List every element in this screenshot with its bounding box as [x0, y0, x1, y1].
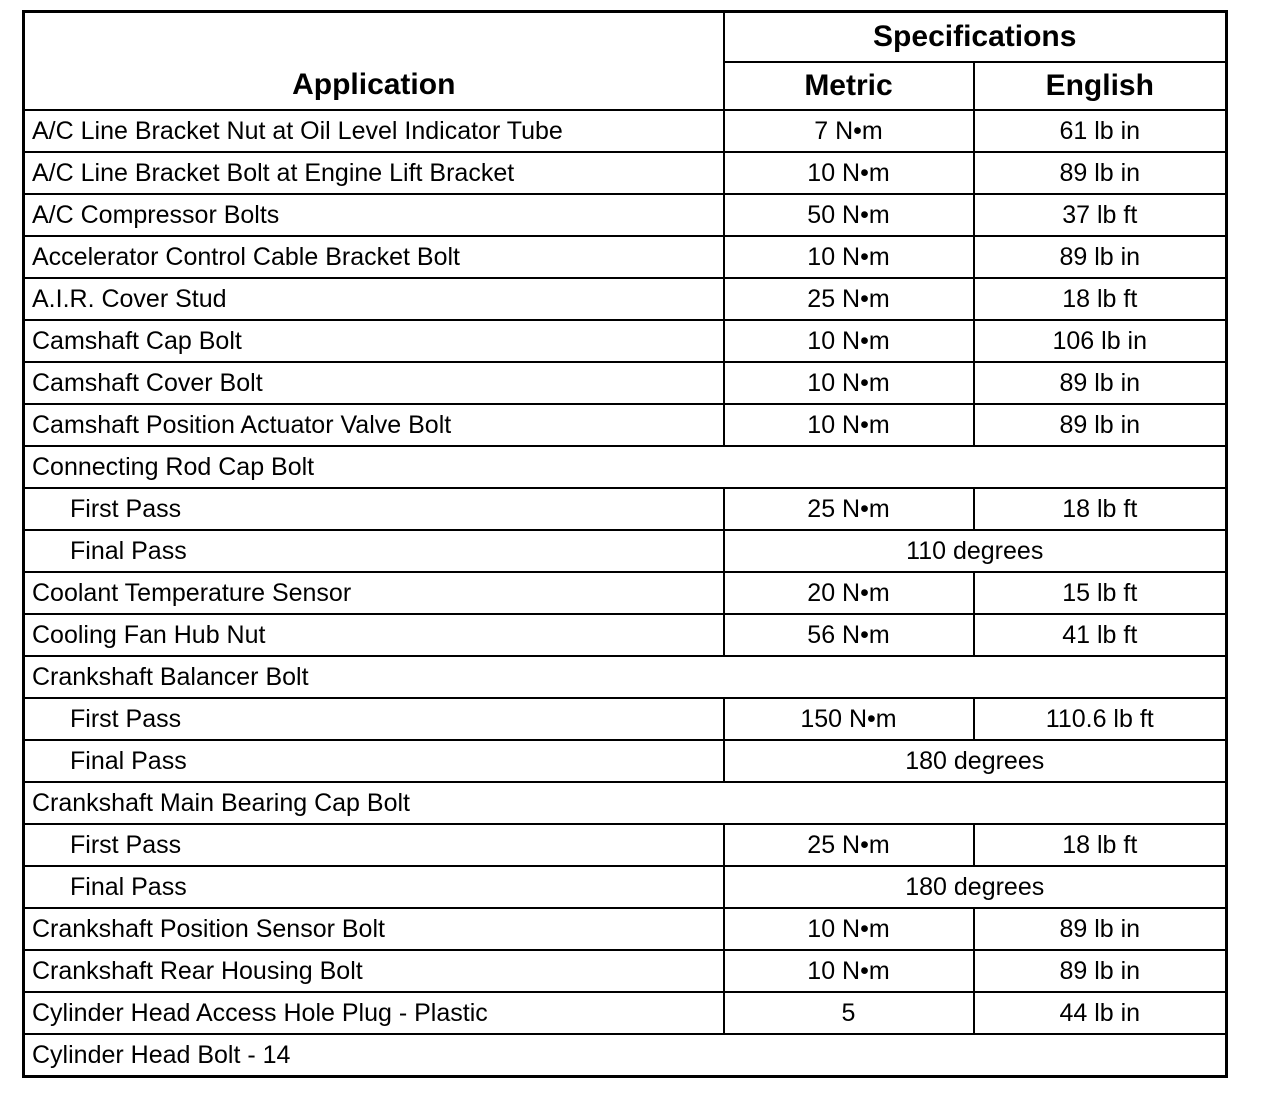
application-cell: Camshaft Cover Bolt — [24, 362, 724, 404]
application-sub-cell: Final Pass — [24, 866, 724, 908]
table-row — [24, 152, 1227, 194]
english-cell: 89 lb in — [974, 236, 1227, 278]
group-row — [24, 1034, 1227, 1077]
application-cell: A/C Line Bracket Nut at Oil Level Indicator Tube — [24, 110, 724, 152]
combined-spec-cell: 110 degrees — [724, 530, 1227, 572]
table-row — [24, 194, 1227, 236]
english-cell: 89 lb in — [974, 362, 1227, 404]
metric-cell: 50 N•m — [724, 194, 974, 236]
metric-cell: 25 N•m — [724, 488, 974, 530]
metric-cell: 5 — [724, 992, 974, 1034]
application-cell: Cylinder Head Access Hole Plug - Plastic — [24, 992, 724, 1034]
english-header: English — [974, 62, 1227, 110]
table-row — [24, 572, 1227, 614]
application-sub-cell: First Pass — [24, 488, 724, 530]
english-cell: 89 lb in — [974, 908, 1227, 950]
metric-cell: 10 N•m — [724, 320, 974, 362]
table-row — [24, 950, 1227, 992]
application-cell: Coolant Temperature Sensor — [24, 572, 724, 614]
metric-cell: 10 N•m — [724, 908, 974, 950]
group-row — [24, 782, 1227, 824]
english-cell: 15 lb ft — [974, 572, 1227, 614]
table-row — [24, 824, 1227, 866]
metric-cell: 25 N•m — [724, 824, 974, 866]
english-cell: 44 lb in — [974, 992, 1227, 1034]
application-sub-cell: Final Pass — [24, 740, 724, 782]
torque-spec-table — [22, 10, 1228, 1078]
english-cell: 89 lb in — [974, 950, 1227, 992]
table-row — [24, 320, 1227, 362]
application-cell: Cooling Fan Hub Nut — [24, 614, 724, 656]
table-row — [24, 908, 1227, 950]
metric-header: Metric — [724, 62, 974, 110]
table-row — [24, 362, 1227, 404]
group-heading-cell: Crankshaft Main Bearing Cap Bolt — [24, 782, 1227, 824]
application-cell: Camshaft Cap Bolt — [24, 320, 724, 362]
english-cell: 89 lb in — [974, 404, 1227, 446]
english-cell: 41 lb ft — [974, 614, 1227, 656]
english-cell: 18 lb ft — [974, 824, 1227, 866]
metric-cell: 25 N•m — [724, 278, 974, 320]
metric-cell: 10 N•m — [724, 152, 974, 194]
table-row — [24, 404, 1227, 446]
metric-cell: 7 N•m — [724, 110, 974, 152]
application-cell: Crankshaft Position Sensor Bolt — [24, 908, 724, 950]
table-row — [24, 236, 1227, 278]
table-row — [24, 992, 1227, 1034]
application-cell: Crankshaft Rear Housing Bolt — [24, 950, 724, 992]
group-row — [24, 446, 1227, 488]
metric-cell: 20 N•m — [724, 572, 974, 614]
application-cell: Accelerator Control Cable Bracket Bolt — [24, 236, 724, 278]
application-header: Application — [24, 12, 724, 111]
group-heading-cell: Crankshaft Balancer Bolt — [24, 656, 1227, 698]
application-sub-cell: First Pass — [24, 698, 724, 740]
table-row — [24, 740, 1227, 782]
combined-spec-cell: 180 degrees — [724, 866, 1227, 908]
metric-cell: 56 N•m — [724, 614, 974, 656]
group-row — [24, 656, 1227, 698]
application-cell: A/C Compressor Bolts — [24, 194, 724, 236]
application-sub-cell: First Pass — [24, 824, 724, 866]
table-row — [24, 698, 1227, 740]
metric-cell: 10 N•m — [724, 236, 974, 278]
application-cell: A/C Line Bracket Bolt at Engine Lift Bracket — [24, 152, 724, 194]
metric-cell: 10 N•m — [724, 404, 974, 446]
application-cell: A.I.R. Cover Stud — [24, 278, 724, 320]
combined-spec-cell: 180 degrees — [724, 740, 1227, 782]
english-cell: 61 lb in — [974, 110, 1227, 152]
english-cell: 106 lb in — [974, 320, 1227, 362]
table-row — [24, 614, 1227, 656]
english-cell: 18 lb ft — [974, 278, 1227, 320]
application-sub-cell: Final Pass — [24, 530, 724, 572]
application-cell: Camshaft Position Actuator Valve Bolt — [24, 404, 724, 446]
specifications-header: Specifications — [724, 12, 1227, 63]
metric-cell: 10 N•m — [724, 950, 974, 992]
metric-cell: 150 N•m — [724, 698, 974, 740]
group-heading-cell: Connecting Rod Cap Bolt — [24, 446, 1227, 488]
metric-cell: 10 N•m — [724, 362, 974, 404]
group-heading-cell: Cylinder Head Bolt - 14 — [24, 1034, 1227, 1077]
english-cell: 37 lb ft — [974, 194, 1227, 236]
table-row — [24, 530, 1227, 572]
english-cell: 110.6 lb ft — [974, 698, 1227, 740]
table-row — [24, 278, 1227, 320]
table-row — [24, 866, 1227, 908]
english-cell: 18 lb ft — [974, 488, 1227, 530]
table-row — [24, 110, 1227, 152]
english-cell: 89 lb in — [974, 152, 1227, 194]
table-row — [24, 488, 1227, 530]
